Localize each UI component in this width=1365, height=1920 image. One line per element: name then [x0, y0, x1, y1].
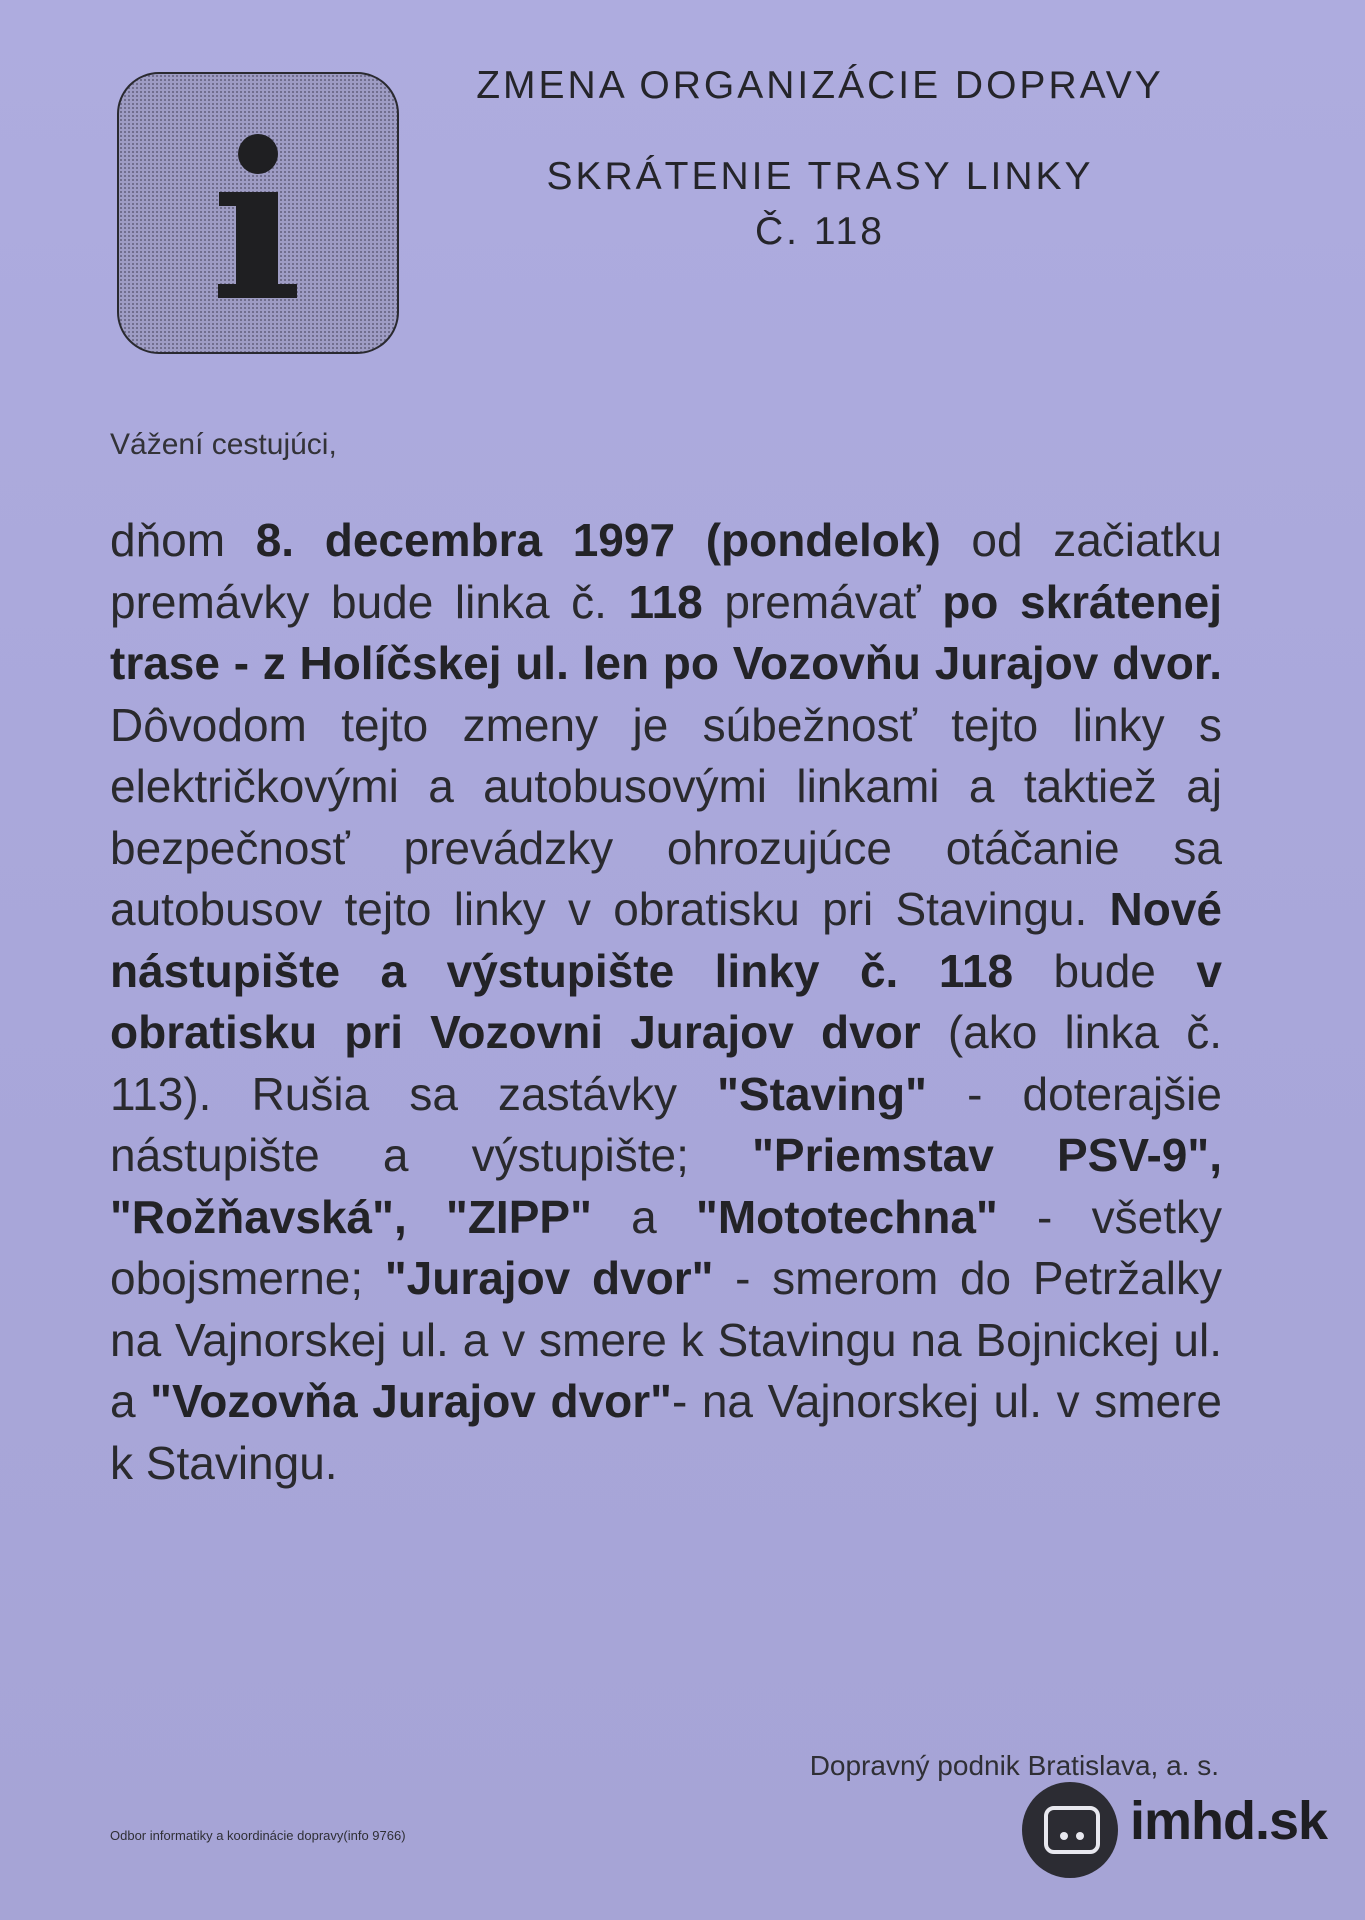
- body-run: dňom: [110, 514, 256, 566]
- body-emphasis: po skrátenej trase - z Holíčskej ul. len po Vozovňu Jurajov dvor.: [110, 575, 1223, 689]
- body-run: (ako linka č. 113). Rušia sa zastávky: [110, 1006, 1222, 1120]
- info-icon-serif-bottom: [218, 284, 297, 298]
- body-emphasis: Nové nástupište a výstupište linky č. 118: [110, 883, 1222, 997]
- department-note: Odbor informatiky a koordinácie dopravy(info 9766): [110, 1828, 406, 1843]
- body-emphasis: 118: [628, 575, 703, 628]
- greeting: Vážení cestujúci,: [110, 428, 337, 461]
- info-icon: [117, 72, 399, 354]
- body-run: - všetky obojsmerne;: [110, 1190, 1222, 1304]
- body-emphasis: v obratisku pri Vozovni Jurajov dvor: [110, 944, 1222, 1058]
- bus-front-icon: [1044, 1806, 1100, 1854]
- bus-light-left: [1060, 1832, 1068, 1840]
- body-emphasis: 8. decembra 1997 (pondelok): [255, 514, 941, 566]
- bus-light-right: [1076, 1832, 1084, 1840]
- body-run: Dôvodom tejto zmeny je súbežnosť tejto linky s električkovými a autobusovými linkami a taktiež aj bezpečnosť prevádzky ohrozujúce otáčanie sa autobusov tejto linky v obratisku pri Stavingu.: [110, 698, 1222, 935]
- brand-name: imhd.sk: [1130, 1791, 1328, 1851]
- body-emphasis: "Jurajov dvor": [384, 1252, 714, 1304]
- notice-heading: ZMENA ORGANIZÁCIE DOPRAVY: [476, 64, 1164, 107]
- body-emphasis: "Priemstav PSV-9", "Rožňavská", "ZIPP": [110, 1129, 1222, 1243]
- body-emphasis: "Staving": [717, 1067, 927, 1120]
- body-emphasis: "Vozovňa Jurajov dvor": [150, 1375, 672, 1427]
- body-run: bude: [1013, 944, 1197, 997]
- body-run: - doterajšie nástupište a výstupište;: [110, 1067, 1222, 1181]
- body-run: premávať: [702, 575, 943, 628]
- body-run: a: [591, 1190, 697, 1243]
- info-icon-dot: [238, 134, 278, 174]
- body-run: - na Vajnorskej ul. v smere k Stavingu.: [110, 1375, 1222, 1489]
- notice-body: [110, 510, 1222, 1494]
- notice-subheading: SKRÁTENIE TRASY LINKY: [546, 155, 1094, 198]
- line-number: Č. 118: [754, 210, 885, 253]
- imhd-logo-icon: [1022, 1782, 1118, 1878]
- info-icon-stem: [236, 192, 278, 296]
- organization-signature: Dopravný podnik Bratislava, a. s.: [809, 1750, 1219, 1781]
- body-emphasis: "Mototechna": [696, 1190, 998, 1243]
- body-run: od začiatku premávky bude linka č.: [110, 514, 1222, 628]
- body-run: - smerom do Petržalky na Vajnorskej ul. a v smere k Stavingu na Bojnickej ul. a: [110, 1252, 1222, 1427]
